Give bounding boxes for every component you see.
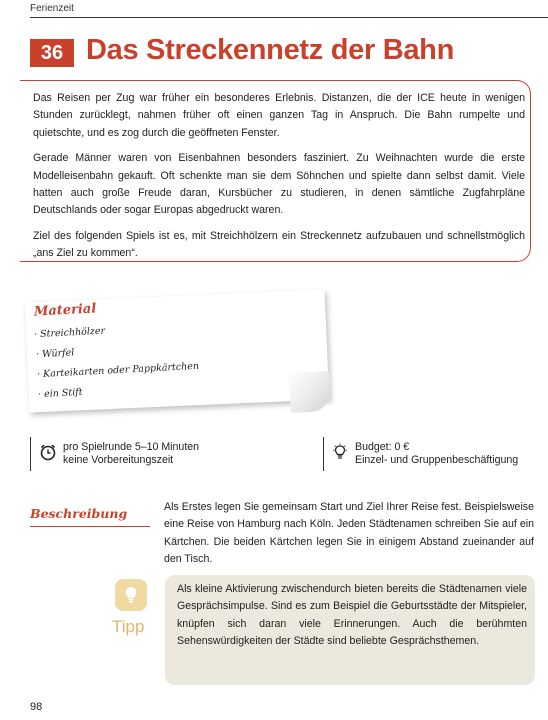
- material-item: · Würfel: [35, 347, 75, 361]
- material-card-curl: [289, 371, 331, 413]
- budget-info: [355, 441, 518, 467]
- material-item: · ein Stift: [37, 386, 83, 401]
- alarm-clock-icon: [39, 443, 57, 461]
- page-number: 98: [30, 701, 43, 713]
- page-title: Das Streckennetz der Bahn: [86, 34, 455, 66]
- budget-line-1: Budget: 0 €: [355, 441, 410, 453]
- material-item: · Karteikarten oder Pappkärtchen: [36, 360, 200, 381]
- tip-label: Tipp: [112, 617, 145, 636]
- time-info: [63, 441, 199, 467]
- header-rule: [30, 17, 548, 18]
- material-item-label: Streichhölzer: [39, 325, 106, 340]
- time-line-2: keine Vorbereitungszeit: [63, 454, 174, 466]
- tip-text: Als kleine Aktivierung zwischendurch bieten bereits die Städtenamen viele Gesprächsimpulse. Sind es zum Beispiel die Geburtsstädte der Mitspieler, knüpfen sich daran viele Erinnerungen. Auch die berühmten Sehenswürdigkeiten der Städte sind beliebte Gesprächsthemen.: [177, 583, 527, 648]
- chapter-number: 36: [30, 39, 74, 67]
- description-text: Als Erstes legen Sie gemeinsam Start und Ziel Ihrer Reise fest. Beispielsweise eine Reise von Hamburg nach Köln. Jeden Städtenamen schreiben Sie auf ein Kärtchen. Die beiden Kärtchen legen Sie in einigem Abstand zueinander auf den Tisch.: [164, 501, 534, 566]
- material-item-label: ein Stift: [43, 386, 83, 400]
- material-title: Material: [33, 301, 97, 320]
- lightbulb-icon: [331, 443, 349, 461]
- tip-lightbulb-icon: [115, 579, 147, 611]
- info-divider: [323, 437, 324, 471]
- material-item-label: Würfel: [41, 347, 75, 360]
- intro-paragraph-1: Das Reisen per Zug war früher ein besonderes Erlebnis. Distanzen, die der ICE heute in wenigen Stunden zurücklegt, nahmen früher oft einen ganzen Tag in Anspruch. Die Bahn rumpelte und quietschte, und es zog durch die geöffneten Fenster.: [33, 92, 525, 139]
- budget-line-2: Einzel- und Gruppenbeschäftigung: [355, 454, 519, 466]
- intro-paragraph-3: Ziel des folgenden Spiels ist es, mit Streichhölzern ein Streckennetz aufzubauen und schnellstmöglich „ans Ziel zu kommen“.: [33, 229, 525, 260]
- description-label: Beschreibung: [30, 506, 128, 521]
- material-item-label: Karteikarten oder Pappkärtchen: [42, 360, 200, 380]
- material-list: [34, 325, 199, 402]
- description-rule: [30, 526, 150, 527]
- info-divider: [30, 437, 31, 471]
- intro-text: [33, 90, 525, 271]
- material-item: · Streichhölzer: [33, 325, 106, 341]
- time-line-1: pro Spielrunde 5–10 Minuten: [63, 441, 200, 453]
- intro-paragraph-2: Gerade Männer waren von Eisenbahnen besonders fasziniert. Zu Weihnachten wurde die erste Modelleisenbahn gekauft. Oft schenkte man sie dem Söhnchen und spielte dann selbst damit. Viele hatten auch große Freude daran, Kursbücher zu studieren, in denen sämtliche Zugfahrpläne Deutschlands oder sogar Europas abgedruckt waren.: [33, 152, 525, 217]
- section-header: Ferienzeit: [30, 3, 74, 14]
